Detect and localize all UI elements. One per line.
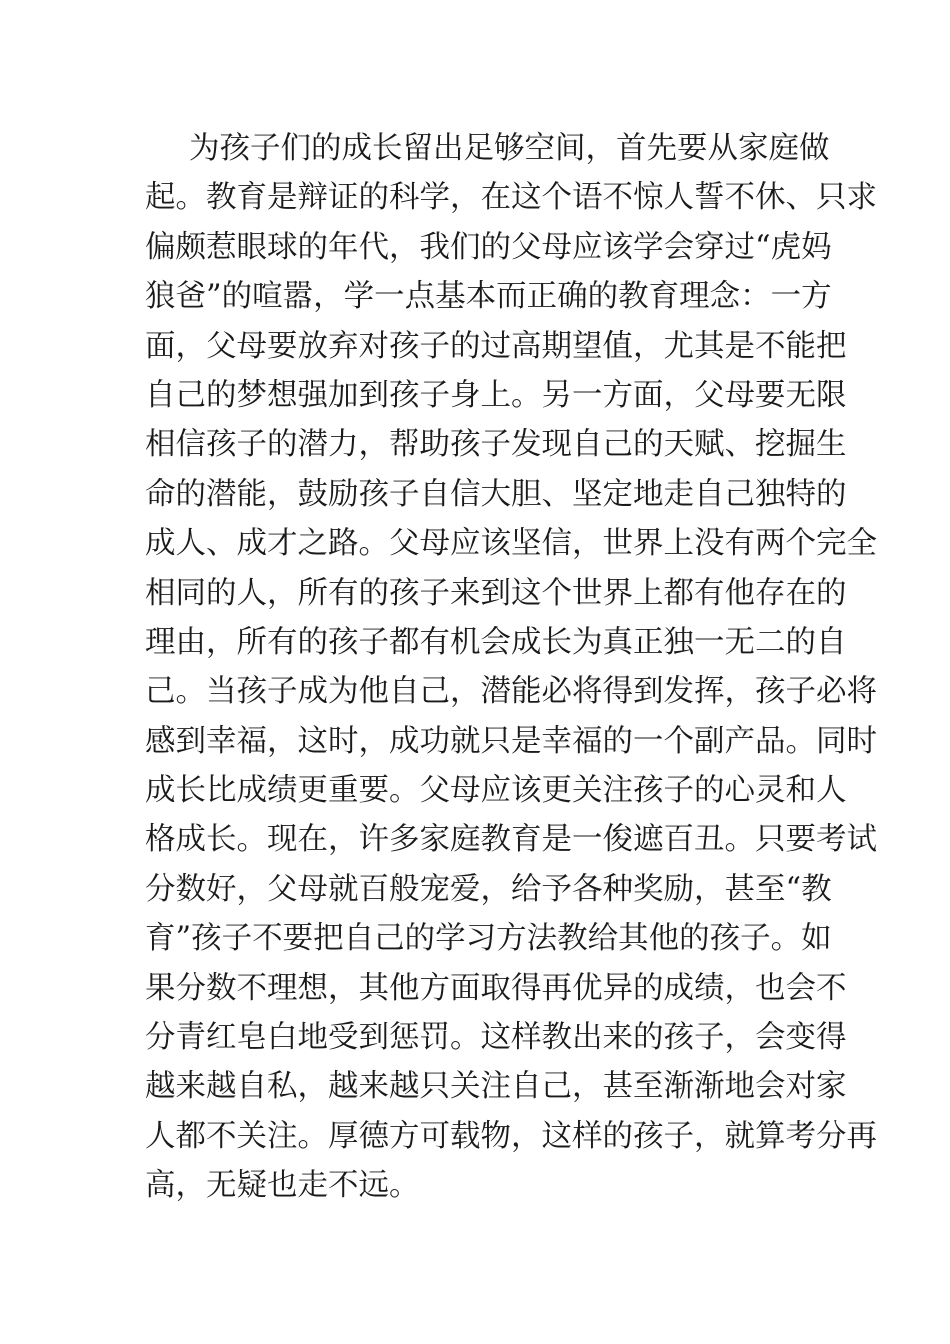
body-paragraph <box>145 124 877 1211</box>
paragraph-line: 狼爸”的喧嚣，学一点基本而正确的教育理念：一方 <box>145 279 832 315</box>
paragraph-line: 人都不关注。厚德方可载物，这样的孩子，就算考分再 <box>145 1118 877 1154</box>
paragraph-line: 成长比成绩更重要。父母应该更关注孩子的心灵和人 <box>145 773 847 809</box>
paragraph-line: 育”孩子不要把自己的学习方法教给其他的孩子。如 <box>145 921 832 957</box>
paragraph-line: 越来越自私，越来越只关注自己，甚至渐渐地会对家 <box>145 1069 847 1105</box>
paragraph-line: 为孩子们的成长留出足够空间，首先要从家庭做 <box>189 131 830 166</box>
paragraph-line: 果分数不理想，其他方面取得再优异的成绩，也会不 <box>145 970 847 1006</box>
paragraph-line: 分青红皂白地受到惩罚。这样教出来的孩子，会变得 <box>145 1020 847 1056</box>
paragraph-line: 分数好，父母就百般宠爱，给予各种奖励，甚至“教 <box>145 871 832 907</box>
paragraph-line: 己。当孩子成为他自己，潜能必将得到发挥，孩子必将 <box>145 674 877 710</box>
paragraph-line: 相同的人，所有的孩子来到这个世界上都有他存在的 <box>145 575 847 611</box>
paragraph-line: 自己的梦想强加到孩子身上。另一方面，父母要无限 <box>145 377 847 413</box>
paragraph-line: 相信孩子的潜力，帮助孩子发现自己的天赋、挖掘生 <box>145 427 847 463</box>
paragraph-line: 高，无疑也走不远。 <box>145 1168 420 1204</box>
paragraph-line: 面，父母要放弃对孩子的过高期望值，尤其是不能把 <box>145 328 847 364</box>
paragraph-line: 格成长。现在，许多家庭教育是一俊遮百丑。只要考试 <box>145 822 877 858</box>
paragraph-line: 偏颇惹眼球的年代，我们的父母应该学会穿过“虎妈 <box>145 229 832 265</box>
paragraph-line: 成人、成才之路。父母应该坚信，世界上没有两个完全 <box>145 526 877 562</box>
paragraph-line: 命的潜能，鼓励孩子自信大胆、坚定地走自己独特的 <box>145 476 847 512</box>
paragraph-line: 感到幸福，这时，成功就只是幸福的一个副产品。同时 <box>145 723 877 759</box>
paragraph-line: 理由，所有的孩子都有机会成长为真正独一无二的自 <box>145 624 847 660</box>
paragraph-line: 起。教育是辩证的科学，在这个语不惊人誓不休、只求 <box>145 180 877 216</box>
